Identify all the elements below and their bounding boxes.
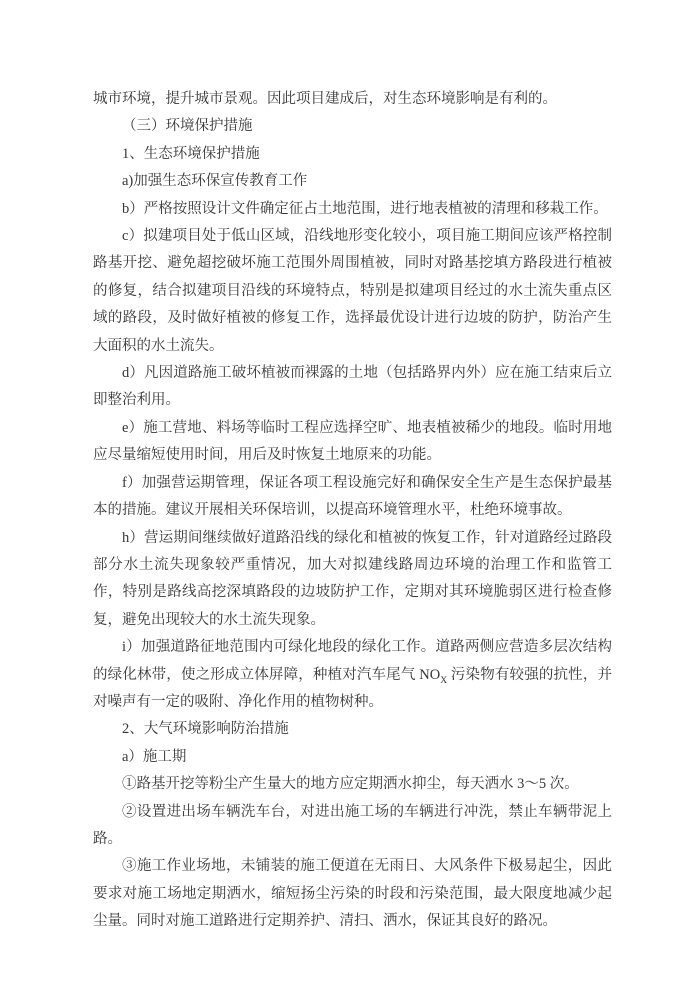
nox-subscript: X	[440, 675, 448, 686]
heading-2-air-env-measures: 2、大气环境影响防治措施	[122, 721, 289, 738]
item-a-eco-education: a)加强生态环保宣传教育工作	[122, 173, 308, 190]
item-circled-1-water-spraying: ①路基开挖等粉尘产生量大的地方应定期洒水抑尘，每天洒水 3～5 次。	[122, 776, 579, 793]
item-h-operation-greening: h）营运期间继续做好道路沿线的绿化和植被的恢复工作，针对道路经过路段部分水土流失现象较严重情况，加大对拟建线路周边环境的治理工作和监管工作，特别是路线高挖深填路段的边坡防护工作，定期对其环境脆弱区进行检查修复，避免出现较大的水土流失现象。	[93, 529, 612, 628]
paragraph-continuation: 城市环境，提升城市景观。因此项目建成后，对生态环境影响是有利的。	[93, 91, 557, 107]
item-circled-2-vehicle-washing: ②设置进出场车辆洗车台，对进出施工场的车辆进行冲洗，禁止车辆带泥上路。	[93, 803, 612, 847]
item-f-operation-management: f）加强营运期管理，保证各项工程设施完好和确保安全生产是生态保护最基本的措施。建议开展相关环保培训，以提高环境管理水平，杜绝环境事故。	[93, 474, 612, 519]
item-a-construction-period: a）施工期	[122, 748, 187, 765]
item-c-low-mountain-area: c）拟建项目处于低山区域，沿线地形变化较小，项目施工期间应该严格控制路基开挖、避免超挖破坏施工范围外周围植被，同时对路基挖填方路段进行植被的修复，结合拟建项目沿线的环境特点，特别是拟建项目经过的水土流失重点区域的路段，及时做好植被的修复工作，选择最优设计进行边坡的防护，防治产生大面积的水土流失。	[93, 228, 612, 354]
item-circled-3-dust-control: ③施工作业场地，未铺装的施工便道在无雨日、大风条件下极易起尘，因此要求对施工场地定期洒水，缩短扬尘污染的时段和污染范围，最大限度地减少起尘量。同时对施工道路进行定期养护、清扫、洒水，保证其良好的路况。	[93, 858, 612, 930]
item-e-temporary-works: e）施工营地、料场等临时工程应选择空旷、地表植被稀少的地段。临时用地应尽量缩短使用时间，用后及时恢复土地原来的功能。	[93, 419, 612, 464]
item-i-text-after-nox: 污染物有较强的抗性，并对噪声有一定的吸附、净化作用的植物树种。	[93, 666, 612, 710]
heading-1-eco-env-measures: 1、生态环境保护措施	[122, 145, 260, 162]
item-i-greening-belt	[93, 634, 612, 716]
item-b-land-scope: b）严格按照设计文件确定征占土地范围，进行地表植被的清理和移栽工作。	[122, 200, 608, 217]
heading-section-three-env-protection: （三）环境保护措施	[122, 118, 253, 135]
item-i-text-before-nox: i）加强道路征地范围内可绿化地段的绿化工作。道路两侧应营造多层次结构的绿化林带，使之形成立体屏障，种植对汽车尾气 NO	[93, 639, 612, 683]
item-d-bare-land-restoration: d）凡因道路施工破坏植被而裸露的土地（包括路界内外）应在施工结束后立即整治利用。	[93, 365, 612, 409]
